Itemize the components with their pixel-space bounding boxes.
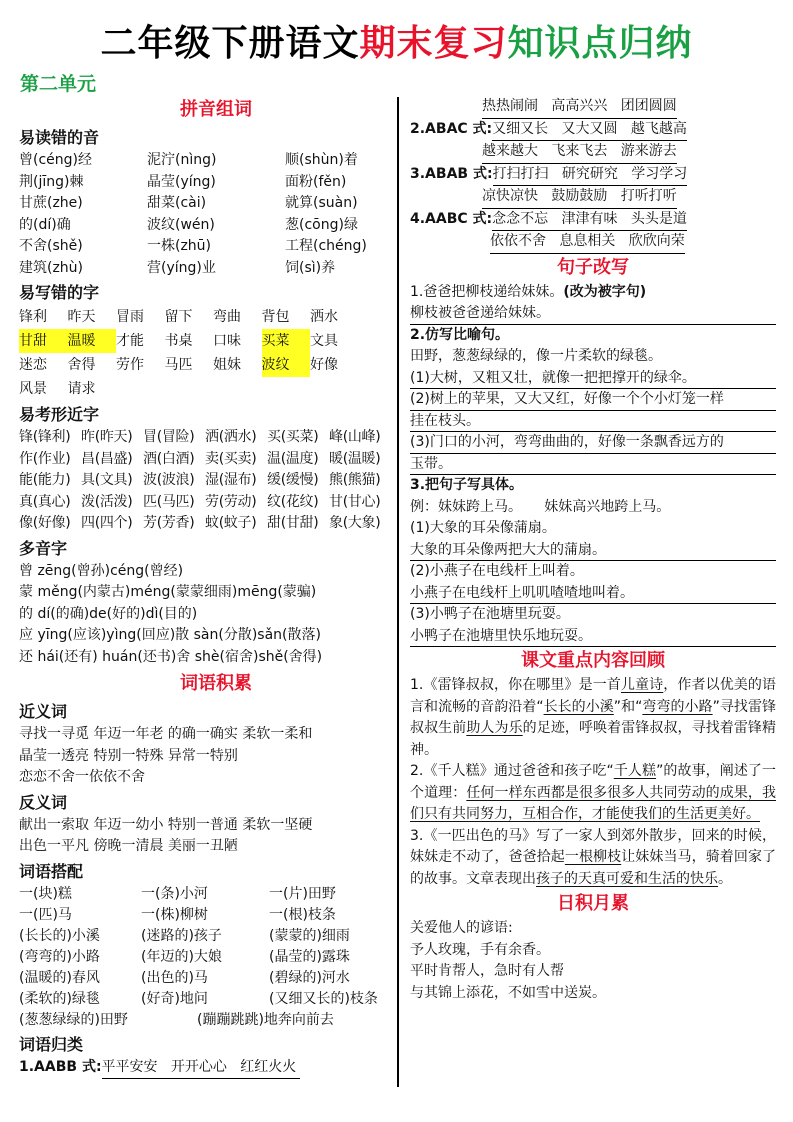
pattern-abac-2 xyxy=(410,141,776,164)
similar-char: 昨(昨天) xyxy=(81,429,133,445)
similar-char: 甜(甘甜) xyxy=(267,515,319,531)
synonym-list xyxy=(19,724,391,789)
title-part-red: 期末复习 xyxy=(359,23,508,64)
s1-note: (改为被字句) xyxy=(563,283,647,300)
s2-item-3a: (3)门口的小河，弯弯曲曲的，好像一条飘香远方的 xyxy=(410,432,776,454)
similar-char: 昌(昌盛) xyxy=(81,450,133,467)
column-divider xyxy=(397,97,399,1087)
synonym-line: 恋恋不舍一依依不舍 xyxy=(19,769,145,785)
pinyin-word: 泥泞(nìng) xyxy=(147,152,217,168)
collocation-item: (温暖的)春风 xyxy=(19,969,100,986)
left-column xyxy=(19,96,391,1079)
review-item-1: 1.《雷锋叔叔，你在哪里》是一首儿童诗，作者以优美的语言和流畅的音韵沿着“长长的小溪”和“弯弯的小路”寻找雷锋叔叔生前助人为乐的足迹，呼唤着雷锋叔叔，寻找着雷锋精神。 xyxy=(410,677,777,758)
similar-char: 芳(芳香) xyxy=(143,515,195,531)
section-sentence: 句子改写 xyxy=(557,256,629,278)
pinyin-word: 波纹(wén) xyxy=(147,216,215,233)
miswrite-word: 洒水 xyxy=(310,309,338,325)
pattern-words: 平平安安 开开心心 红红火火 xyxy=(102,1057,301,1080)
collocation-item: (好奇)地问 xyxy=(141,990,208,1007)
similar-char: 能(能力) xyxy=(19,472,71,488)
page-title xyxy=(0,22,793,66)
s3-q1: (1)大象的耳朵像蒲扇。 xyxy=(410,520,556,536)
similar-char: 四(四个) xyxy=(81,515,133,531)
pinyin-word: 建筑(zhù) xyxy=(19,259,84,276)
pinyin-word: 面粉(fěn) xyxy=(285,173,347,190)
similar-char: 湿(湿布) xyxy=(205,472,257,488)
daily-line: 予人玫瑰，手有余香。 xyxy=(410,941,550,958)
pattern-words: 依依不舍 息息相关 欣欣向荣 xyxy=(490,231,685,254)
collocation-item: (长长的)小溪 xyxy=(19,927,100,944)
collocation-item: 一(根)枝条 xyxy=(269,906,336,923)
similar-char: 酒(白酒) xyxy=(143,450,195,467)
collocation-item: (迷路的)孩子 xyxy=(141,927,222,944)
antonym-line: 出色一平凡 傍晚一清晨 美丽一丑陋 xyxy=(19,838,238,854)
similar-char: 缓(缓慢) xyxy=(267,472,319,488)
collocation-item: (又细又长的)枝条 xyxy=(269,990,378,1007)
review-item-3: 3.《一匹出色的马》写了一家人到郊外散步，回来的时候，妹妹走不动了，爸爸拾起一根柳枝让妹妹当马，骑着回家了的故事。文章表现出孩子的天真可爱和生活的快乐。 xyxy=(410,827,777,887)
miswrite-word: 劳作 xyxy=(116,357,144,373)
miswrite-word: 留下 xyxy=(164,309,193,325)
daily-list xyxy=(410,918,776,1004)
s1-answer: 柳枝被爸爸递给妹妹。 xyxy=(410,303,776,325)
similar-char: 卖(买卖) xyxy=(205,450,257,467)
collocation-item: (葱葱绿绿的)田野 xyxy=(19,1011,128,1028)
collocation-item: (弯弯的)小路 xyxy=(19,948,100,965)
polyphone-line: 还 hái(还有) huán(还书)舍 shè(宿舍)shě(舍得) xyxy=(19,648,323,665)
polyphone-list xyxy=(19,561,391,669)
pattern-words: 又细又长 又大又圆 越飞越高 xyxy=(492,119,687,142)
miswrite-word: 姐妹 xyxy=(213,357,241,373)
collocation-item: (晶莹的)露珠 xyxy=(269,948,350,965)
miswrite-word: 冒雨 xyxy=(116,309,144,325)
s2-item-3b: 玉带。 xyxy=(410,454,776,476)
similar-char: 具(文具) xyxy=(81,472,133,488)
similar-char: 波(波浪) xyxy=(143,472,195,488)
s3-title: 3.把句子写具体。 xyxy=(410,477,524,493)
subsection-collocation: 词语搭配 xyxy=(19,861,84,881)
collocation-item: 一(片)田野 xyxy=(269,885,336,902)
right-column xyxy=(410,96,776,1004)
polyphone-line: 蒙 měng(内蒙古)méng(蒙蒙细雨)mēng(蒙骗) xyxy=(19,584,317,600)
miswrite-word: 背包 xyxy=(261,309,290,325)
miswrite-word: 甘甜 xyxy=(19,329,68,353)
misread-grid xyxy=(19,150,391,279)
similar-char: 像(好像) xyxy=(19,515,71,531)
similar-char: 甘(甘心) xyxy=(329,493,381,510)
similar-char: 纹(花纹) xyxy=(267,493,319,510)
s3-q2: (2)小燕子在电线杆上叫着。 xyxy=(410,563,584,579)
s2-item-2a: (2)树上的苹果，又大又红，好像一个个小灯笼一样 xyxy=(410,389,776,411)
collocation-item: (蹦蹦跳跳)地奔向前去 xyxy=(197,1011,334,1028)
section-daily: 日积月累 xyxy=(557,893,629,914)
s2-example: 田野，葱葱绿绿的，像一片柔软的绿毯。 xyxy=(410,348,662,364)
collocation-grid xyxy=(19,884,391,1010)
s1-question-text: 1.爸爸把柳枝递给妹妹。 xyxy=(410,283,564,300)
s2-item-2b: 挂在枝头。 xyxy=(410,411,776,433)
collocation-item: 一(块)糕 xyxy=(19,885,72,902)
pinyin-word: 不舍(shě) xyxy=(19,238,83,254)
miswrite-word: 锋利 xyxy=(19,309,47,325)
similar-char: 洒(洒水) xyxy=(205,429,257,445)
miswrite-word: 昨天 xyxy=(67,309,96,325)
pinyin-word: 的(dí)确 xyxy=(19,216,71,233)
pinyin-word: 荆(jīng)棘 xyxy=(19,173,84,190)
similar-char: 作(作业) xyxy=(19,450,71,467)
subsection-polyphone: 多音字 xyxy=(19,538,68,558)
polyphone-line: 的 dí(的确)de(好的)dì(目的) xyxy=(19,605,198,622)
miswrite-word: 书桌 xyxy=(164,333,193,349)
title-part-green: 知识点归纳 xyxy=(507,23,693,64)
collocation-item: (碧绿的)河水 xyxy=(269,969,350,986)
daily-line: 与其锦上添花，不如雪中送炭。 xyxy=(410,984,606,1001)
s3-a2: 小燕子在电线杆上叽叽喳喳地叫着。 xyxy=(410,583,776,605)
pattern-label: 2.ABAC 式: xyxy=(410,120,493,137)
pinyin-word: 营(yíng)业 xyxy=(147,259,216,276)
polyphone-line: 曾 zēng(曾孙)céng(曾经) xyxy=(19,562,184,579)
miswrite-grid xyxy=(19,305,391,401)
daily-line: 关爱他人的谚语: xyxy=(410,920,513,936)
subsection-easy-misread: 易读错的音 xyxy=(19,128,100,147)
similar-char: 泼(活泼) xyxy=(81,493,133,510)
miswrite-word: 好像 xyxy=(310,357,338,373)
pattern-label: 4.AABC 式: xyxy=(410,210,493,227)
pattern-words: 热热闹闹 高高兴兴 团团圆圆 xyxy=(482,96,677,119)
antonym-list xyxy=(19,815,391,858)
miswrite-word: 风景 xyxy=(19,381,47,397)
similar-grid xyxy=(19,427,391,535)
pinyin-word: 甘蔗(zhe) xyxy=(19,195,83,211)
pinyin-word: 顺(shùn)着 xyxy=(285,152,358,168)
subsection-antonym: 反义词 xyxy=(19,792,68,812)
similar-char: 买(买菜) xyxy=(267,429,319,445)
unit-heading: 第二单元 xyxy=(20,73,97,95)
similar-char: 温(温度) xyxy=(267,450,319,467)
pattern-aabc xyxy=(410,209,776,232)
similar-char: 真(真心) xyxy=(19,493,71,510)
pattern-words: 凉快凉快 鼓励鼓励 打听打听 xyxy=(482,186,677,209)
similar-char: 匹(马匹) xyxy=(143,493,195,510)
collocation-item: (蒙蒙的)细雨 xyxy=(269,927,350,944)
s3-example: 例：妹妹跨上马。 妹妹高兴地跨上马。 xyxy=(410,498,671,515)
section-pinyin: 拼音组词 xyxy=(180,99,252,120)
pattern-aabb-cont xyxy=(410,96,776,119)
pinyin-word: 饲(sì)养 xyxy=(285,259,336,276)
synonym-line: 晶莹一透亮 特别一特殊 异常一特别 xyxy=(19,747,238,764)
pattern-abab-2 xyxy=(410,186,776,209)
subsection-synonym: 近义词 xyxy=(19,702,68,721)
similar-char: 暖(温暖) xyxy=(329,450,381,467)
similar-char: 冒(冒险) xyxy=(143,429,195,445)
similar-char: 劳(劳动) xyxy=(205,493,257,510)
pattern-abac xyxy=(410,119,776,142)
pinyin-word: 葱(cōng)绿 xyxy=(285,216,358,233)
similar-char: 锋(锋利) xyxy=(19,429,71,445)
miswrite-word: 波纹 xyxy=(262,353,311,377)
s2-title: 2.仿写比喻句。 xyxy=(410,326,510,343)
s3-q3: (3)小鸭子在池塘里玩耍。 xyxy=(410,606,570,622)
title-part-black: 二年级下册语文 xyxy=(100,23,360,64)
collocation-item: (柔软的)绿毯 xyxy=(19,990,100,1007)
miswrite-word: 文具 xyxy=(310,333,338,349)
miswrite-word: 买菜 xyxy=(262,329,311,353)
antonym-line: 献出一索取 年迈一幼小 特别一普通 柔软一坚硬 xyxy=(19,816,313,833)
collocation-last-row xyxy=(19,1010,391,1031)
section-review: 课文重点内容回顾 xyxy=(521,650,665,671)
pattern-abab xyxy=(410,164,776,187)
collocation-item: 一(株)柳树 xyxy=(141,906,208,923)
pinyin-word: 曾(céng)经 xyxy=(19,152,92,168)
s3-a1: 大象的耳朵像两把大大的蒲扇。 xyxy=(410,540,776,562)
pinyin-word: 甜菜(cài) xyxy=(147,195,207,211)
collocation-item: (年迈的)大娘 xyxy=(141,948,222,965)
subsection-easy-miswrite: 易写错的字 xyxy=(19,283,100,302)
subsection-similar: 易考形近字 xyxy=(19,405,100,424)
pattern-words: 念念不忘 津津有味 头头是道 xyxy=(492,209,687,232)
pattern-aabb xyxy=(19,1057,391,1080)
similar-char: 峰(山峰) xyxy=(329,429,381,445)
miswrite-word: 请求 xyxy=(67,381,96,397)
s2-item-1: (1)大树，又粗又壮，就像一把把撑开的绿伞。 xyxy=(410,368,776,390)
similar-char: 象(大象) xyxy=(329,515,381,531)
review-item-2: 2.《千人糕》通过爸爸和孩子吃“千人糕”的故事，阐述了一个道理：任何一样东西都是很多很多人共同劳动的成果，我们只有共同努力，互相合作，才能使我们的生活更美好。 xyxy=(410,763,777,822)
miswrite-word: 才能 xyxy=(116,333,144,349)
collocation-item: 一(匹)马 xyxy=(19,906,72,923)
pinyin-word: 就算(suàn) xyxy=(285,195,358,211)
miswrite-word: 舍得 xyxy=(67,357,96,373)
daily-line: 平时肯帮人，急时有人帮 xyxy=(410,963,564,979)
pinyin-word: 晶莹(yíng) xyxy=(147,173,216,190)
synonym-line: 寻找一寻觅 年迈一年老 的确一确实 柔软一柔和 xyxy=(19,726,313,742)
pattern-label: 1.AABB 式: xyxy=(19,1058,102,1075)
similar-char: 蚊(蚊子) xyxy=(205,515,257,531)
pinyin-word: 工程(chéng) xyxy=(285,238,367,254)
miswrite-word: 迷恋 xyxy=(19,357,47,373)
similar-char: 熊(熊猫) xyxy=(329,472,381,488)
miswrite-word: 温暖 xyxy=(68,329,117,353)
polyphone-line: 应 yīng(应该)yìng(回应)散 sàn(分散)sǎn(散落) xyxy=(19,627,321,643)
pattern-words: 打扫打扫 研究研究 学习学习 xyxy=(493,164,688,187)
section-vocab: 词语积累 xyxy=(180,673,252,694)
subsection-induction: 词语归类 xyxy=(19,1034,84,1054)
miswrite-word: 弯曲 xyxy=(213,309,241,325)
miswrite-word: 马匹 xyxy=(164,357,193,373)
pattern-words: 越来越大 飞来飞去 游来游去 xyxy=(482,141,677,164)
s1-question xyxy=(410,282,776,304)
s3-a3: 小鸭子在池塘里快乐地玩耍。 xyxy=(410,626,776,648)
pinyin-word: 一株(zhū) xyxy=(147,238,212,254)
collocation-item: 一(条)小河 xyxy=(141,885,208,902)
pattern-label: 3.ABAB 式: xyxy=(410,165,493,182)
miswrite-word: 口味 xyxy=(213,333,241,349)
pattern-aabc-2 xyxy=(410,231,776,254)
collocation-item: (出色的)马 xyxy=(141,969,208,986)
